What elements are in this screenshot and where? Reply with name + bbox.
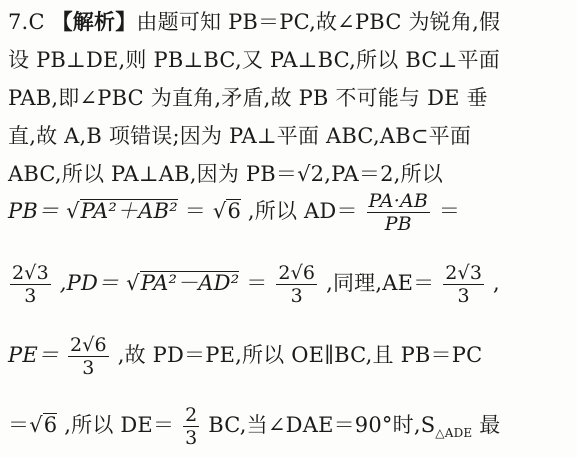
question-number: 7.: [8, 10, 29, 34]
eq6-equals-2: ＝: [438, 199, 461, 223]
eq7-f3-denominator: 3: [457, 285, 470, 307]
radical-sign: √: [29, 413, 43, 437]
equation-line-9: [8, 404, 500, 449]
eq9-fraction: [183, 404, 199, 449]
eq6-text: ,所以 AD＝: [247, 199, 358, 223]
eq7-f2-numerator: 2√6: [278, 262, 316, 284]
eq7-f1-numerator: 2√3: [12, 262, 49, 284]
eq6-fraction: [367, 190, 430, 235]
eq7-fraction-2: [276, 262, 317, 307]
eq8-text: ,故 PD＝PE,所以 OE∥BC,且 PB＝PC: [117, 343, 483, 367]
eq7-fraction-3: [443, 262, 484, 307]
solution-text-line-5: ABC,所以 PA⊥AB,因为 PB＝√2,PA＝2,所以: [8, 162, 443, 186]
eq9-subscript: △ADE: [435, 426, 473, 441]
eq7-tail: ,: [493, 271, 500, 295]
solution-text-line-2: 设 PB⊥DE,则 PB⊥BC,又 PA⊥BC,所以 BC⊥平面: [8, 48, 500, 72]
eq6-root-6: 6: [227, 199, 241, 223]
solution-line-5: [8, 158, 443, 188]
solution-line-3: [8, 82, 488, 112]
eq9-tail: 最: [472, 413, 501, 437]
eq6-sqrt-content: PA²＋AB²: [80, 199, 178, 223]
solution-line-1: [8, 6, 500, 36]
eq8-f1-numerator: 2√6: [69, 334, 107, 356]
analysis-tag: 【解析】: [51, 9, 137, 34]
eq7-equals: ＝: [246, 271, 268, 295]
eq6-lhs: PB＝: [8, 199, 60, 223]
radical-sign: √: [212, 199, 227, 223]
solution-line-2: [8, 44, 500, 74]
eq6-frac-numerator: PA·AB: [368, 190, 429, 212]
equation-line-6: [8, 190, 460, 235]
eq7-f3-numerator: 2√3: [445, 262, 483, 284]
eq7-text-2: ,同理,AE＝: [326, 271, 435, 295]
radical-sign: √: [66, 199, 80, 223]
eq9-lead: ＝: [8, 413, 30, 437]
answer-choice: C: [28, 10, 45, 34]
eq7-sqrt-content: PA²－AD²: [140, 271, 240, 295]
eq8-f1-denominator: 3: [82, 357, 95, 379]
solution-text-line-4: 直,故 A,B 项错误;因为 PA⊥平面 ABC,AB⊂平面: [8, 124, 472, 148]
solution-text-line-1: 由题可知 PB＝PC,故∠PBC 为锐角,假: [136, 10, 501, 34]
equation-line-7: [8, 262, 500, 307]
radical-sign: √: [126, 271, 140, 295]
eq6-frac-denominator: PB: [384, 213, 412, 235]
eq9-text-1: ,所以 DE＝: [64, 413, 175, 437]
solution-text-line-3: PAB,即∠PBC 为直角,矛盾,故 PB 不可能与 DE 垂: [8, 86, 488, 110]
eq6-equals-1: ＝: [184, 199, 206, 223]
eq7-fraction-1: [10, 262, 51, 307]
equation-line-8: [8, 334, 482, 379]
solution-line-4: [8, 120, 471, 150]
eq7-f2-denominator: 3: [290, 285, 303, 307]
eq9-f1-numerator: 2: [185, 404, 198, 426]
eq8-fraction: [68, 334, 109, 379]
eq7-text-1: ,PD＝: [59, 271, 120, 295]
eq9-f1-denominator: 3: [185, 427, 198, 449]
eq8-lhs: PE＝: [8, 343, 60, 367]
eq9-text-2: BC,当∠DAE＝90°时,S: [208, 413, 436, 437]
eq7-f1-denominator: 3: [24, 285, 37, 307]
eq9-root: 6: [43, 413, 58, 437]
